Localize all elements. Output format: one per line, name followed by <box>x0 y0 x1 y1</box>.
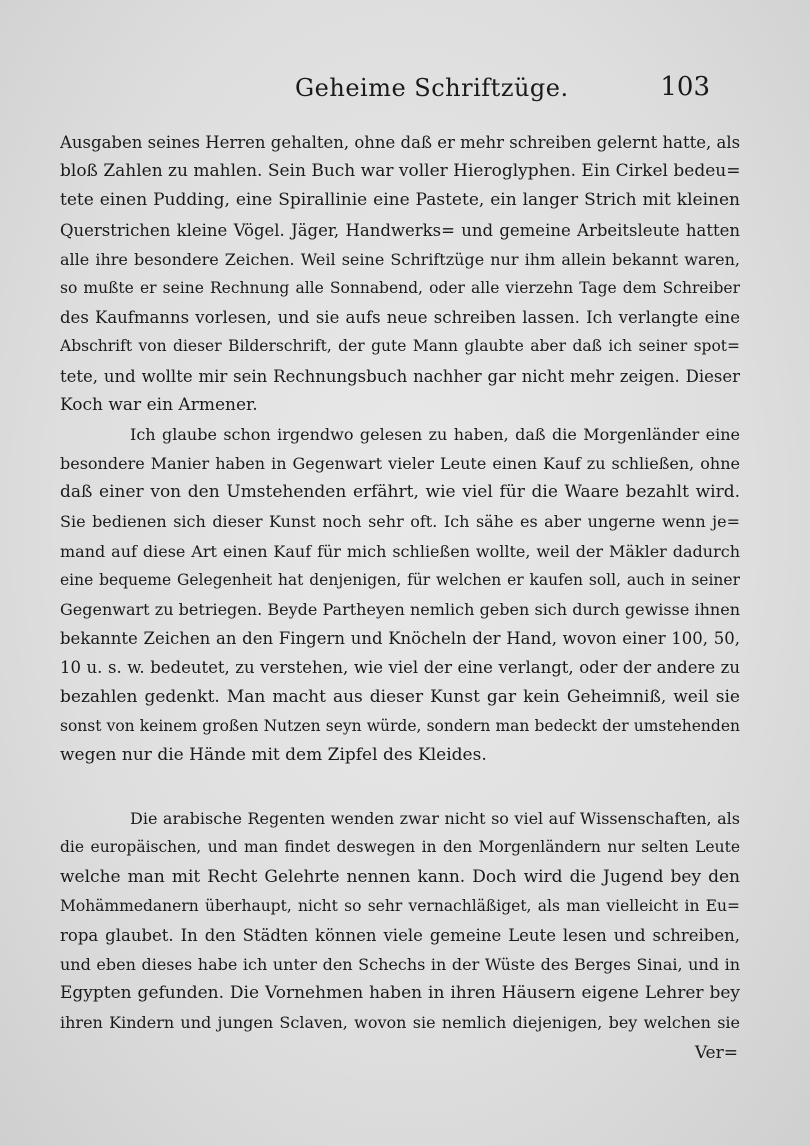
section-gap <box>60 770 740 804</box>
text-line: bezahlen gedenkt. Man macht aus dieser Kunst gar kein Geheimniß, weil sie <box>60 686 740 707</box>
text-line: besondere Manier haben in Gegenwart vieler Leute einen Kauf zu schließen, ohne <box>60 454 740 474</box>
text-line: bloß Zahlen zu mahlen. Sein Buch war voller Hieroglyphen. Ein Cirkel bedeu= <box>60 161 740 182</box>
text-line: Ich glaube schon irgendwo gelesen zu haben, daß die Morgenländer eine <box>130 424 740 444</box>
text-line: tete, und wollte mir sein Rechnungsbuch nachher gar nicht mehr zeigen. Dieser <box>60 366 740 386</box>
text-line: ihren Kindern und jungen Sclaven, wovon sie nemlich diejenigen, bey welchen sie <box>60 1013 740 1033</box>
text-line: und eben dieses habe ich unter den Schechs in der Wüste des Berges Sinai, und in <box>60 955 740 975</box>
text-line: Abschrift von dieser Bilderschrift, der gute Mann glaubte aber daß ich seiner spot= <box>60 337 740 356</box>
paragraph-2 <box>60 420 740 770</box>
text-line: welche man mit Recht Gelehrte nennen kann. Doch wird die Jugend bey den <box>60 866 740 887</box>
text-line: sonst von keinem großen Nutzen seyn würde, sondern man bedeckt der umstehenden <box>60 716 740 735</box>
body-text <box>60 128 740 1068</box>
text-line: Die arabische Regenten wenden zwar nicht so viel auf Wissenschaften, als <box>130 809 740 829</box>
paragraph-3 <box>60 804 740 1038</box>
text-line: Gegenwart zu betriegen. Beyde Partheyen nemlich geben sich durch gewisse ihnen <box>60 600 740 619</box>
text-line: eine bequeme Gelegenheit hat denjenigen, für welchen er kaufen soll, auch in seiner <box>60 570 740 589</box>
text-line: des Kaufmanns vorlesen, und sie aufs neue schreiben lassen. Ich verlangte eine <box>60 308 740 328</box>
text-line: ropa glaubet. In den Städten können viele gemeine Leute lesen und schreiben, <box>60 925 740 945</box>
text-line: daß einer von den Umstehenden erfährt, wie viel für die Waare bezahlt wird. <box>60 482 740 503</box>
text-line: tete einen Pudding, eine Spirallinie eine Pastete, ein langer Strich mit kleinen <box>60 190 740 211</box>
page-header <box>60 72 710 112</box>
paragraph-1 <box>60 128 740 420</box>
page-number: 103 <box>660 72 710 102</box>
catchword: Ver= <box>694 1042 738 1063</box>
text-line: bekannte Zeichen an den Fingern und Knöcheln der Hand, wovon einer 100, 50, <box>60 629 740 649</box>
text-line: wegen nur die Hände mit dem Zipfel des Kleides. <box>60 744 487 765</box>
running-title: Geheime Schriftzüge. <box>295 74 569 102</box>
text-line: mand auf diese Art einen Kauf für mich schließen wollte, weil der Mäkler dadurch <box>60 541 740 561</box>
text-line: so mußte er seine Rechnung alle Sonnabend, oder alle vierzehn Tage dem Schreiber <box>60 278 740 297</box>
text-line: Koch war ein Armener. <box>60 394 258 415</box>
text-line: Mohämmedanern überhaupt, nicht so sehr vernachläßiget, als man vielleicht in Eu= <box>60 896 740 915</box>
text-line: die europäischen, und man findet deswegen in den Morgenländern nur selten Leute <box>60 838 740 857</box>
text-line: alle ihre besondere Zeichen. Weil seine Schriftzüge nur ihm allein bekannt waren, <box>60 249 740 269</box>
text-line: 10 u. s. w. bedeutet, zu verstehen, wie viel der eine verlangt, oder der andere zu <box>60 658 740 678</box>
text-line: Egypten gefunden. Die Vornehmen haben in ihren Häusern eigene Lehrer bey <box>60 983 740 1004</box>
text-line: Sie bedienen sich dieser Kunst noch sehr oft. Ich sähe es aber ungerne wenn je= <box>60 512 740 532</box>
text-line: Querstrichen kleine Vögel. Jäger, Handwerks= und gemeine Arbeitsleute hatten <box>60 220 740 240</box>
text-line: Ausgaben seines Herren gehalten, ohne daß er mehr schreiben gelernt hatte, als <box>60 133 740 152</box>
